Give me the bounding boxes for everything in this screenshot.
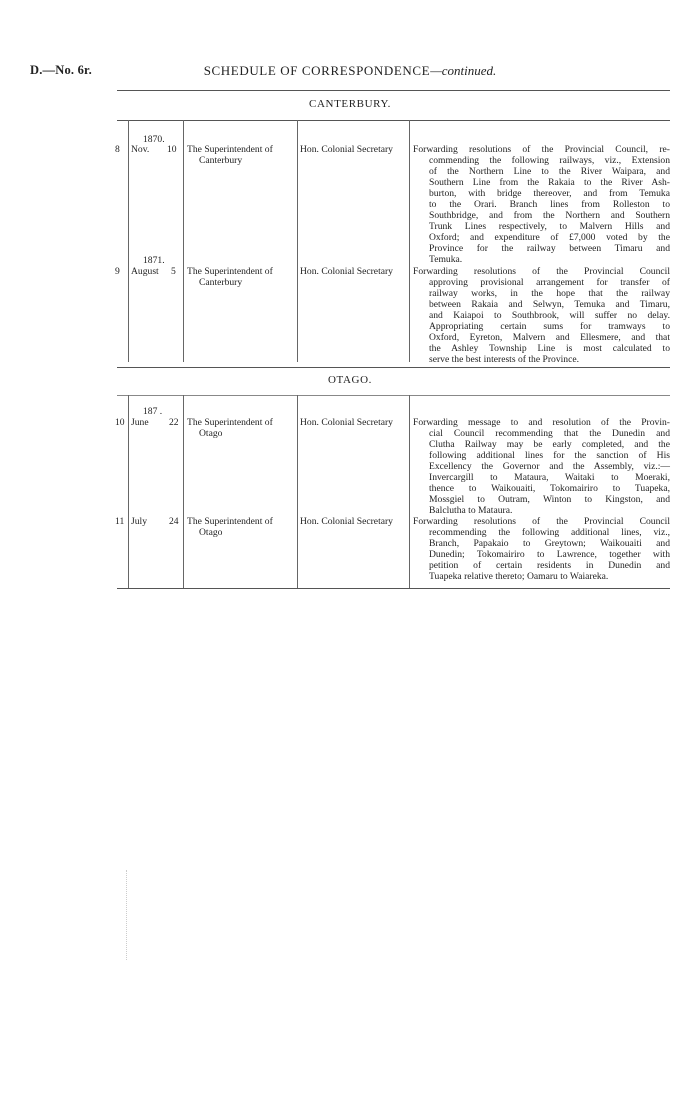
column-rule: [183, 120, 184, 362]
subject-line: Tuapeka relative thereto; Oamaru to Waiareka.: [429, 571, 609, 582]
subject-line: burton, with bridge thereover, and from Temuka: [429, 188, 670, 199]
scan-artifact: [126, 870, 127, 960]
subject-line: to the Orari. Branch lines from Rolleston to: [429, 199, 670, 210]
entry-from-line1: The Superintendent of: [187, 266, 273, 277]
entry-year: 1870.: [143, 134, 165, 145]
entry-subject: [413, 266, 670, 365]
entry-month: Nov.: [131, 144, 150, 155]
entry-day: 5: [171, 266, 176, 277]
table-bottom-rule: [117, 588, 670, 589]
column-rule: [297, 395, 298, 588]
subject-line: commending the following railways, viz., Extension: [429, 155, 670, 166]
subject-line: Appropriating certain sums for tramways to: [429, 321, 670, 332]
entry-day: 22: [169, 417, 179, 428]
entry-subject: [413, 516, 670, 582]
entry-date: [131, 417, 183, 428]
subject-line: Trunk Lines respectively, to Malvern Hills and: [429, 221, 670, 232]
page-title: [0, 63, 700, 79]
subject-line: Invercargill to Mataura, Waitaki to Moeraki,: [429, 472, 670, 483]
entry-month: July: [131, 516, 147, 527]
subject-line: Southbridge, and from the Northern and Southern: [429, 210, 670, 221]
section-divider: [117, 367, 670, 368]
subject-line: Balclutha to Mataura.: [429, 505, 513, 516]
subject-line: of the Northern Line to the River Waipara, and: [429, 166, 670, 177]
entry-year: 187 .: [143, 406, 163, 417]
section-divider: [117, 120, 670, 121]
subject-line: approving provisional arrangement for transfer of: [429, 277, 670, 288]
entry-to: Hon. Colonial Secretary: [300, 266, 393, 277]
entry-from-line1: The Superintendent of: [187, 417, 273, 428]
section-divider-top: [117, 90, 670, 91]
entry-from-line1: The Superintendent of: [187, 144, 273, 155]
subject-line: Forwarding message to and resolution of the Provin-: [413, 417, 670, 428]
subject-line: Forwarding resolutions of the Provincial Council: [413, 266, 670, 277]
subject-line: Excellency the Governor and the Assembly, viz.:—: [429, 461, 670, 472]
subject-line: Oxford, Eyreton, Malvern and Ellesmere, and that: [429, 332, 670, 343]
entry-day: 24: [169, 516, 179, 527]
subject-line: Branch, Papakaio to Greytown; Waikouaiti and: [429, 538, 670, 549]
entry-day: 10: [167, 144, 177, 155]
subject-line: serve the best interests of the Province.: [429, 354, 579, 365]
entry-from: [187, 417, 295, 439]
entry-date: [131, 144, 183, 155]
entry-from: [187, 144, 295, 166]
subject-line: Clutha Railway may be early completed, and the: [429, 439, 670, 450]
entry-date: [131, 266, 183, 277]
subject-line: Temuka.: [429, 254, 463, 265]
page-title-suffix: —continued.: [430, 63, 497, 78]
entry-number: 11: [115, 516, 125, 527]
entry-year: 1871.: [143, 255, 165, 266]
subject-line: the Ashley Township Line is most calculated to: [429, 343, 670, 354]
column-rule: [128, 395, 129, 588]
page-title-text: SCHEDULE OF CORRESPONDENCE: [203, 63, 431, 78]
entry-number: 8: [115, 144, 120, 155]
subject-line: Dunedin; Tokomairiro to Lawrence, together with: [429, 549, 670, 560]
section-divider: [117, 395, 670, 396]
entry-from: [187, 516, 295, 538]
entry-subject: [413, 144, 670, 265]
entry-from-line2: Otago: [199, 428, 223, 439]
document-reference: D.—No. 6r.: [30, 63, 92, 77]
subject-line: cial Council recommending that the Dunedin and: [429, 428, 670, 439]
entry-month: August: [131, 266, 159, 277]
subject-line: railway works, in the hope that the railway: [429, 288, 670, 299]
column-rule: [409, 120, 410, 362]
entry-from-line2: Otago: [199, 527, 223, 538]
subject-line: following additional lines for the sanction of His: [429, 450, 670, 461]
entry-to: Hon. Colonial Secretary: [300, 144, 393, 155]
column-rule: [297, 120, 298, 362]
subject-line: Forwarding resolutions of the Provincial Council: [413, 516, 670, 527]
subject-line: Southern Line from the Rakaia to the River Ash-: [429, 177, 670, 188]
subject-line: Province for the railway between Timaru and: [429, 243, 670, 254]
section-title-otago: OTAGO.: [328, 374, 372, 386]
column-rule: [128, 120, 129, 362]
entry-number: 10: [115, 417, 125, 428]
subject-line: petition of certain residents in Dunedin and: [429, 560, 670, 571]
subject-line: and Kaiapoi to Southbrook, will suffer no delay.: [429, 310, 670, 321]
entry-from-line2: Canterbury: [199, 155, 243, 166]
subject-line: Oxford; and expenditure of £7,000 voted by the: [429, 232, 670, 243]
subject-line: recommending the following additional lines, viz.,: [429, 527, 670, 538]
entry-to: Hon. Colonial Secretary: [300, 417, 393, 428]
entry-from: [187, 266, 295, 288]
subject-line: thence to Waikouaiti, Tokomairiro to Tuapeka,: [429, 483, 670, 494]
entry-number: 9: [115, 266, 120, 277]
entry-from-line2: Canterbury: [199, 277, 243, 288]
subject-line: between Rakaia and Selwyn, Temuka and Timaru,: [429, 299, 670, 310]
entry-month: June: [131, 417, 149, 428]
subject-line: Mossgiel to Outram, Winton to Kingston, and: [429, 494, 670, 505]
entry-subject: [413, 417, 670, 516]
entry-date: [131, 516, 183, 527]
column-rule: [183, 395, 184, 588]
entry-to: Hon. Colonial Secretary: [300, 516, 393, 527]
entry-from-line1: The Superintendent of: [187, 516, 273, 527]
section-title-canterbury: CANTERBURY.: [309, 98, 391, 110]
subject-line: Forwarding resolutions of the Provincial Council, re-: [413, 144, 670, 155]
